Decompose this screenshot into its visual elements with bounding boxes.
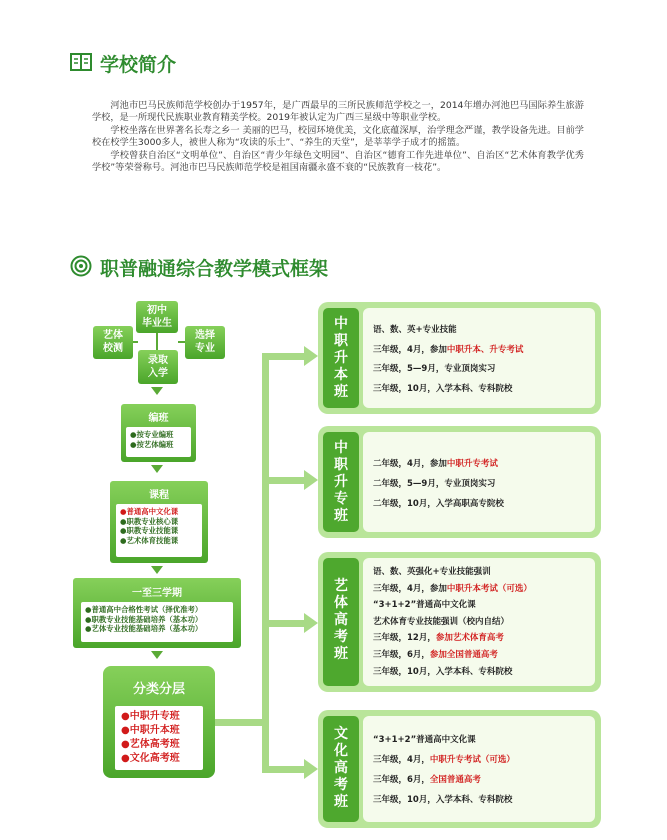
panel-line: 三年级，10月，入学本科、专科院校 bbox=[373, 666, 513, 677]
panel-line: 三年级，6月，全国普通高考 bbox=[373, 775, 481, 785]
panel-body bbox=[363, 558, 595, 686]
list-item: ●按艺体编班 bbox=[130, 439, 174, 449]
box-title: 课程 bbox=[149, 490, 169, 501]
target-icon bbox=[70, 255, 92, 277]
list-item: ●普通高中文化课 bbox=[120, 507, 179, 516]
panel-head: 中 职 升 专 班 bbox=[323, 432, 359, 532]
box-junior-graduate: 初中 毕业生 bbox=[136, 301, 178, 333]
arrow-down-icon bbox=[151, 651, 163, 659]
list-item: ●文化高考班 bbox=[121, 753, 180, 764]
book-icon bbox=[70, 52, 92, 72]
panel-line: “3+1+2”普通高中文化课 bbox=[373, 600, 476, 611]
panel-line: 二年级，5—9月，专业顶岗实习 bbox=[373, 479, 496, 489]
list-item: ●中职升专班 bbox=[121, 711, 180, 722]
panel-line: 三年级，10月，入学本科、专科院校 bbox=[373, 383, 513, 394]
panel-line: 语、数、英强化+专业技能强训 bbox=[373, 567, 491, 577]
box-items bbox=[115, 706, 203, 770]
arrow-down-icon bbox=[151, 387, 163, 395]
list-item: ●艺术体育技能课 bbox=[120, 536, 179, 546]
section-title-text: 职普融通综合教学模式框架 bbox=[100, 258, 329, 280]
panel-line: 三年级，4月，参加中职升本、升专考试 bbox=[373, 344, 524, 355]
panel-line: 艺术体育专业技能强训（校内自结） bbox=[373, 616, 510, 627]
panel-body bbox=[363, 716, 595, 822]
arrow-down-icon bbox=[151, 566, 163, 574]
list-item: ●艺体专业技能基础培养（基本功） bbox=[85, 624, 203, 634]
panel-head: 文 化 高 考 班 bbox=[323, 716, 359, 822]
panel-line: 三年级，6月，参加全国普通高考 bbox=[373, 649, 498, 660]
box-class-assign bbox=[121, 404, 196, 462]
list-item: ●中职升本班 bbox=[121, 725, 180, 736]
box-items bbox=[116, 504, 202, 557]
panel-line: 三年级，12月，参加艺术体育高考 bbox=[373, 633, 504, 644]
intro-paragraph: 学校曾获自治区“文明单位”、自治区“青少年绿色文明园”、自治区“德育工作先进单位”、自治区“艺术体育教学优秀学校”等荣誉称号。河池市巴马民族师范学校是祖国南疆永盛不衰的“民族教育一枝花”。 bbox=[92, 149, 584, 174]
box-classification bbox=[103, 666, 215, 778]
list-item: ●职教专业技能课 bbox=[120, 526, 179, 536]
panel-head: 中 职 升 本 班 bbox=[323, 308, 359, 408]
panel-line: 二年级，4月，参加中职升专考试 bbox=[373, 459, 498, 469]
box-semesters bbox=[73, 578, 241, 648]
intro-paragraph: 河池市巴马民族师范学校创办于1957年，是广西最早的三所民族师范学校之一，2014年增办河池巴马国际养生旅游学校，是一所现代民族职业教育精美学校。2019年被认定为广西三星级中等职业学校。 bbox=[92, 100, 584, 124]
box-title: 分类分层 bbox=[132, 682, 185, 697]
panel-line: “3+1+2”普通高中文化课 bbox=[373, 735, 476, 745]
box-courses bbox=[110, 481, 208, 563]
list-item: ●普通高中合格性考试（择优准考） bbox=[85, 605, 203, 614]
panel-line: 三年级，10月，入学本科、专科院校 bbox=[373, 795, 513, 805]
arrow-down-icon bbox=[151, 465, 163, 473]
box-choose-major: 选择 专业 bbox=[185, 326, 225, 359]
panel-line: 三年级，5—9月，专业顶岗实习 bbox=[373, 364, 496, 374]
intro-paragraph: 学校坐落在世界著名长寿之乡一 美丽的巴马，校园环境优美，文化底蕴深厚，治学理念严谨，教学设备先进。目前学校在校学生3000多人，被世人称为“攻读的乐土”、“养生的天堂”，是莘莘学子成才的摇篮。 bbox=[92, 124, 584, 149]
box-title: 编班 bbox=[148, 413, 169, 424]
section-title-framework bbox=[70, 254, 390, 278]
box-items bbox=[81, 602, 233, 642]
list-item: ●艺体高考班 bbox=[121, 739, 180, 750]
panel-line: 三年级，4月，参加中职升本考试（可选） bbox=[373, 583, 532, 594]
arrow-right-icon bbox=[304, 613, 318, 633]
box-title: 一至三学期 bbox=[132, 588, 182, 599]
arrow-right-icon bbox=[304, 759, 318, 779]
list-item: ●职教专业核心课 bbox=[120, 516, 179, 526]
panel-line: 二年级，10月，入学高职高专院校 bbox=[373, 499, 504, 509]
arrow-right-icon bbox=[304, 346, 318, 366]
section-title-text: 学校简介 bbox=[100, 54, 177, 76]
panel-body bbox=[363, 308, 595, 408]
panel-line: 语、数、英+专业技能 bbox=[373, 325, 457, 335]
list-item: ●职教专业技能基础培养（基本功） bbox=[85, 614, 203, 624]
panel-line: 三年级，4月，中职升专考试（可选） bbox=[373, 755, 515, 765]
panel-head: 艺 体 高 考 班 bbox=[323, 558, 359, 686]
box-arts-test: 艺体 校测 bbox=[93, 326, 133, 359]
arrow-right-icon bbox=[304, 470, 318, 490]
box-items bbox=[126, 427, 191, 457]
list-item: ●按专业编班 bbox=[130, 430, 174, 439]
section-title-intro bbox=[70, 50, 270, 74]
panel-body bbox=[363, 432, 595, 532]
intro-text bbox=[92, 100, 584, 174]
box-admission: 录取 入学 bbox=[138, 350, 178, 384]
